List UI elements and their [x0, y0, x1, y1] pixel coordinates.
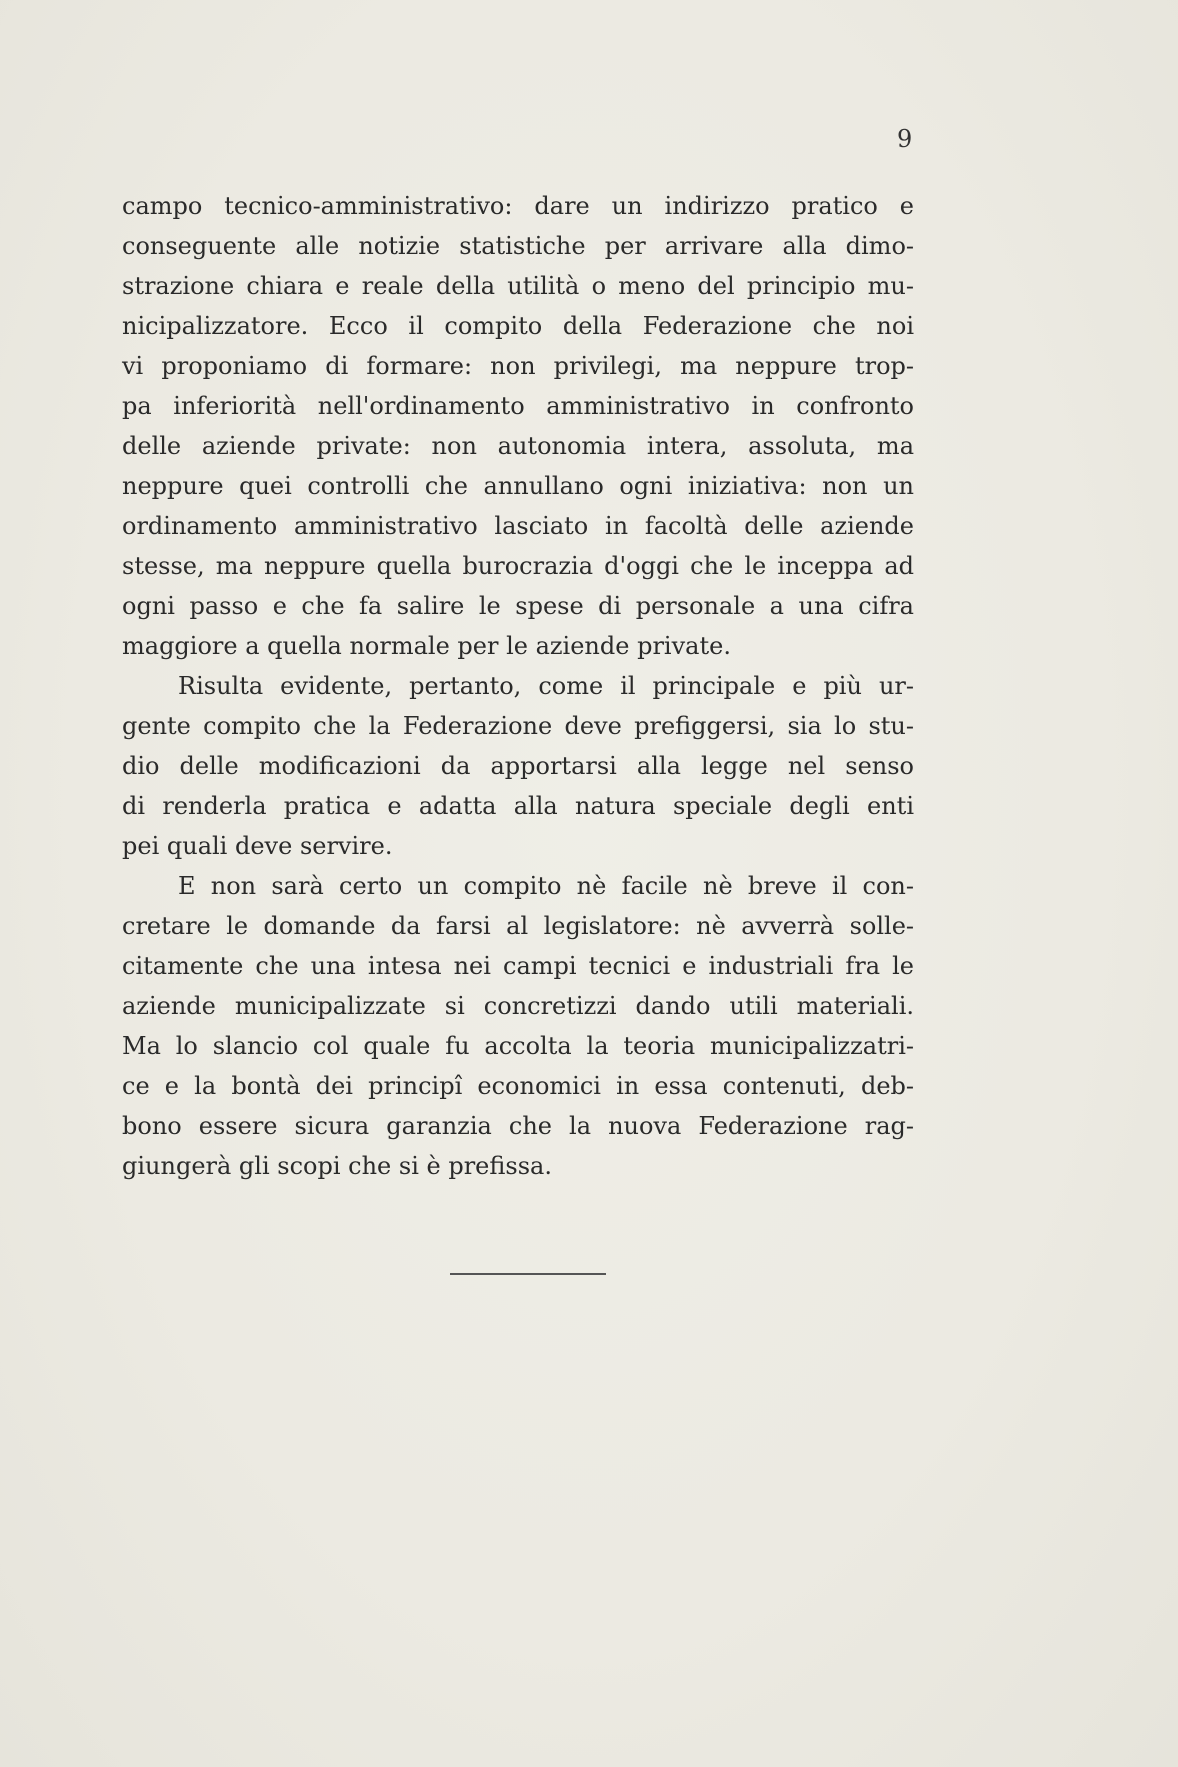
text-line: stesse, ma neppure quella burocrazia d'oggi che le inceppa ad	[122, 552, 914, 580]
body-text	[122, 186, 914, 1186]
text-line: Ma lo slancio col quale fu accolta la teoria municipalizzatri-	[122, 1032, 914, 1060]
text-line: bono essere sicura garanzia che la nuova Federazione rag-	[122, 1112, 914, 1140]
text-line: vi proponiamo di formare: non privilegi, ma neppure trop-	[122, 352, 914, 380]
section-divider	[450, 1273, 606, 1275]
text-line: delle aziende private: non autonomia intera, assoluta, ma	[122, 432, 914, 460]
page-number: 9	[897, 125, 913, 153]
text-line: citamente che una intesa nei campi tecnici e industriali fra le	[122, 952, 914, 980]
text-line: cretare le domande da farsi al legislatore: nè avverrà solle-	[122, 912, 914, 940]
text-line: campo tecnico-amministrativo: dare un indirizzo pratico e	[122, 192, 914, 220]
text-line: di renderla pratica e adatta alla natura speciale degli enti	[122, 792, 914, 820]
text-line: neppure quei controlli che annullano ogni iniziativa: non un	[122, 472, 914, 500]
text-line: gente compito che la Federazione deve prefiggersi, sia lo stu-	[122, 712, 914, 740]
text-line: nicipalizzatore. Ecco il compito della Federazione che noi	[122, 312, 914, 340]
text-line: aziende municipalizzate si concretizzi dando utili materiali.	[122, 992, 914, 1020]
text-line: pei quali deve servire.	[122, 832, 393, 860]
text-line: ce e la bontà dei principî economici in essa contenuti, deb-	[122, 1072, 914, 1100]
text-line: giungerà gli scopi che si è prefissa.	[122, 1152, 552, 1180]
text-line: conseguente alle notizie statistiche per arrivare alla dimo-	[122, 232, 914, 260]
text-line: pa inferiorità nell'ordinamento amministrativo in confronto	[122, 392, 914, 420]
text-line: strazione chiara e reale della utilità o meno del principio mu-	[122, 272, 914, 300]
text-line: Risulta evidente, pertanto, come il principale e più ur-	[178, 672, 914, 700]
text-line: maggiore a quella normale per le aziende private.	[122, 632, 731, 660]
text-line: dio delle modificazioni da apportarsi alla legge nel senso	[122, 752, 914, 780]
text-line: ordinamento amministrativo lasciato in facoltà delle aziende	[122, 512, 914, 540]
text-line: ogni passo e che fa salire le spese di personale a una cifra	[122, 592, 914, 620]
text-line: E non sarà certo un compito nè facile nè breve il con-	[178, 872, 914, 900]
